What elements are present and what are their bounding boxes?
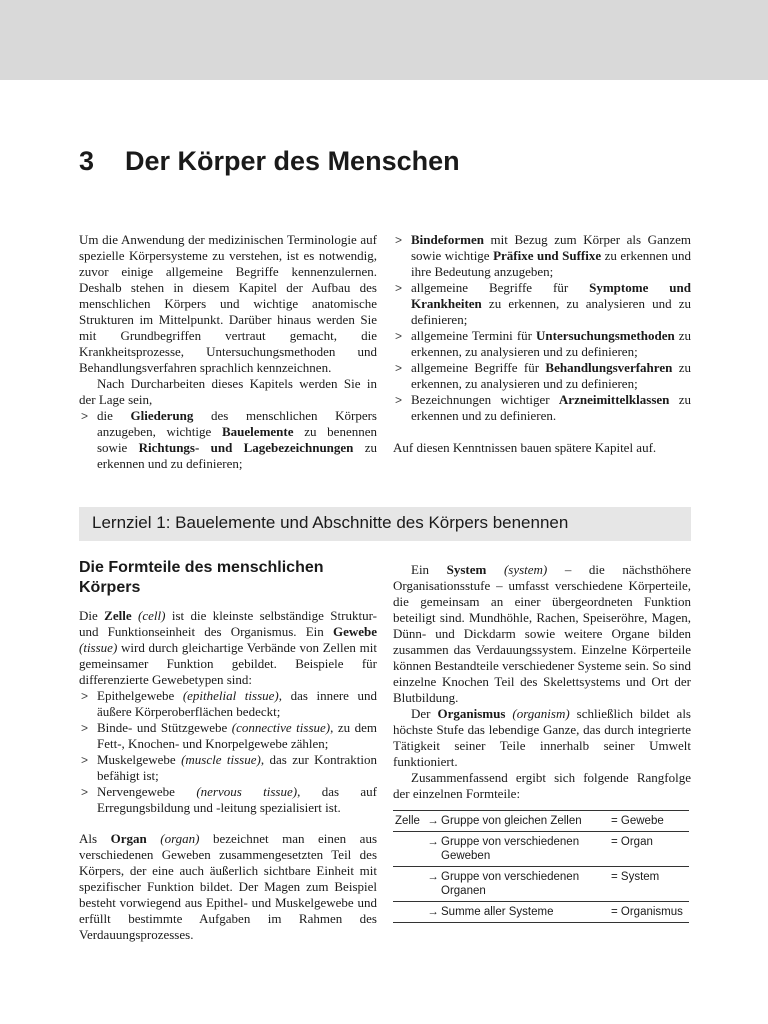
- table-row: [393, 811, 689, 832]
- table-cell: Zelle: [395, 815, 420, 827]
- table-cell: = System: [611, 871, 660, 883]
- intro-left-column: [79, 232, 377, 472]
- table-cell: → Gruppe von gleichen Zellen: [425, 811, 611, 832]
- body-paragraph-cell: Die Zelle (cell) ist die kleinste selbständige Struktur- und Funktionseinheit des Organismus. Ein Gewebe (tissue) wird durch gleichartige Verbände von Zellen mit gemeinsamer Funktion gebildet. Beispiele für differenzierte Gewebetypen sind:: [79, 608, 377, 687]
- header-band: [0, 0, 768, 80]
- intro-right-column: [393, 232, 691, 456]
- list-item: > allgemeine Begriffe für Behandlungsverfahren zu erkennen, zu analysieren und zu definieren;: [393, 360, 691, 392]
- body-paragraph-system: Ein System (system) – die nächsthöhere Organisationsstufe – umfasst verschiedene Körperteile, die gemeinsam an einer übergeordneten Funktion beteiligt sind. Mundhöhle, Rachen, Speiseröhre, Magen, Dünn- und Dickdarm sowie weitere Organe bilden zusammen das Verdauungssystem. Einzelne Körperteile können Bestandteile verschiedener Systeme sein. So sind einzelne Knochen Teil des Skelettsystems und Ort der Blutbildung.: [393, 562, 691, 705]
- body-right-column: [393, 562, 691, 923]
- table-cell: [393, 832, 425, 867]
- table-row: [393, 902, 689, 923]
- table-cell: → Gruppe von verschiedenen Organen: [425, 867, 611, 902]
- learning-goal-banner: [79, 507, 691, 541]
- table-cell: [393, 867, 425, 902]
- tissue-list: [79, 688, 377, 816]
- objectives-list-right: [393, 232, 691, 424]
- intro-closing: Auf diesen Kenntnissen bauen spätere Kapitel auf.: [393, 440, 657, 455]
- table-row: [393, 832, 689, 867]
- chapter-title-text: Der Körper des Menschen: [125, 146, 460, 176]
- chapter-title: [79, 146, 460, 177]
- intro-paragraph: Um die Anwendung der medizinischen Terminologie auf spezielle Körpersysteme zu verstehen, ist es notwendig, zuvor einige allgemeine Begriffe kennenzulernen. Deshalb stehen in diesem Kapitel der Aufbau des menschlichen Körpers und wichtige anatomische Strukturen im Mittelpunkt. Darüber hinaus werden Sie mit Grundbegriffen vertraut gemacht, die Krankheitsprozesse, Untersuchungsmethoden und Behandlungsverfahren sprachlich kennzeichnen.: [79, 232, 377, 375]
- objectives-list-left: [79, 408, 377, 472]
- list-item: > allgemeine Begriffe für Symptome und Krankheiten zu erkennen, zu analysieren und zu definieren;: [393, 280, 691, 328]
- table-row: [393, 867, 689, 902]
- arrow-icon: →: [427, 836, 439, 848]
- arrow-icon: →: [427, 906, 439, 918]
- body-paragraph-organ: Als Organ (organ) bezeichnet man einen aus verschiedenen Geweben zusammengesetzten Teil des Körpers, der eine auch äußerlich sichtbare Einheit mit spezifischer Funktion bildet. Der Magen zum Beispiel besteht vorwiegend aus Epithel- und Muskelgewebe und erfüllt bestimmte Aufgaben im Rahmen des Verdauungsprozesses.: [79, 831, 378, 942]
- table-cell: → Gruppe von verschiedenen Geweben: [425, 832, 611, 867]
- table-cell: [393, 902, 425, 923]
- list-item: > Nervengewebe (nervous tissue), das auf Erregungsbildung und -leitung spezialisiert ist.: [79, 784, 377, 816]
- list-item: > Bezeichnungen wichtiger Arzneimittelklassen zu erkennen und zu definieren.: [393, 392, 691, 424]
- list-item: > Bindeformen mit Bezug zum Körper als Ganzem sowie wichtige Präfixe und Suffixe zu erkennen und ihre Bedeutung anzugeben;: [393, 232, 691, 280]
- list-item: > Binde- und Stützgewebe (connective tissue), zu dem Fett-, Knochen- und Knorpelgewebe zählen;: [79, 720, 377, 752]
- learning-goal-title: Lernziel 1: Bauelemente und Abschnitte des Körpers benennen: [92, 513, 569, 532]
- list-item: > allgemeine Termini für Untersuchungsmethoden zu erkennen, zu analysieren und zu definieren;: [393, 328, 691, 360]
- chapter-number: 3: [79, 146, 95, 176]
- list-item: > die Gliederung des menschlichen Körpers anzugeben, wichtige Bauelemente zu benennen sowie Richtungs- und Lagebezeichnungen zu erkennen und zu definieren;: [79, 408, 377, 472]
- arrow-icon: →: [427, 871, 439, 883]
- section-heading: Die Formteile des menschlichen Körpers: [79, 559, 324, 596]
- table-cell: = Organismus: [611, 906, 683, 918]
- arrow-icon: →: [427, 815, 439, 827]
- table-cell: = Organ: [611, 836, 653, 848]
- hierarchy-table: [393, 810, 689, 923]
- body-left-column: [79, 558, 377, 943]
- list-item: > Muskelgewebe (muscle tissue), das zur Kontraktion befähigt ist;: [79, 752, 377, 784]
- body-paragraph-organism: Der Organismus (organism) schließlich bildet als höchste Stufe das lebendige Ganze, das durch integrierte Tätigkeit seiner Teile innerhalb seiner Umwelt funktioniert.: [393, 706, 691, 769]
- table-cell: → Summe aller Systeme: [425, 902, 611, 923]
- list-item: > Epithelgewebe (epithelial tissue), das innere und äußere Körperoberflächen bedeckt;: [79, 688, 377, 720]
- body-paragraph-summary: Zusammenfassend ergibt sich folgende Rangfolge der einzelnen Formteile:: [393, 770, 691, 801]
- table-cell: = Gewebe: [611, 815, 664, 827]
- intro-paragraph-2: Nach Durcharbeiten dieses Kapitels werden Sie in der Lage sein,: [79, 376, 377, 407]
